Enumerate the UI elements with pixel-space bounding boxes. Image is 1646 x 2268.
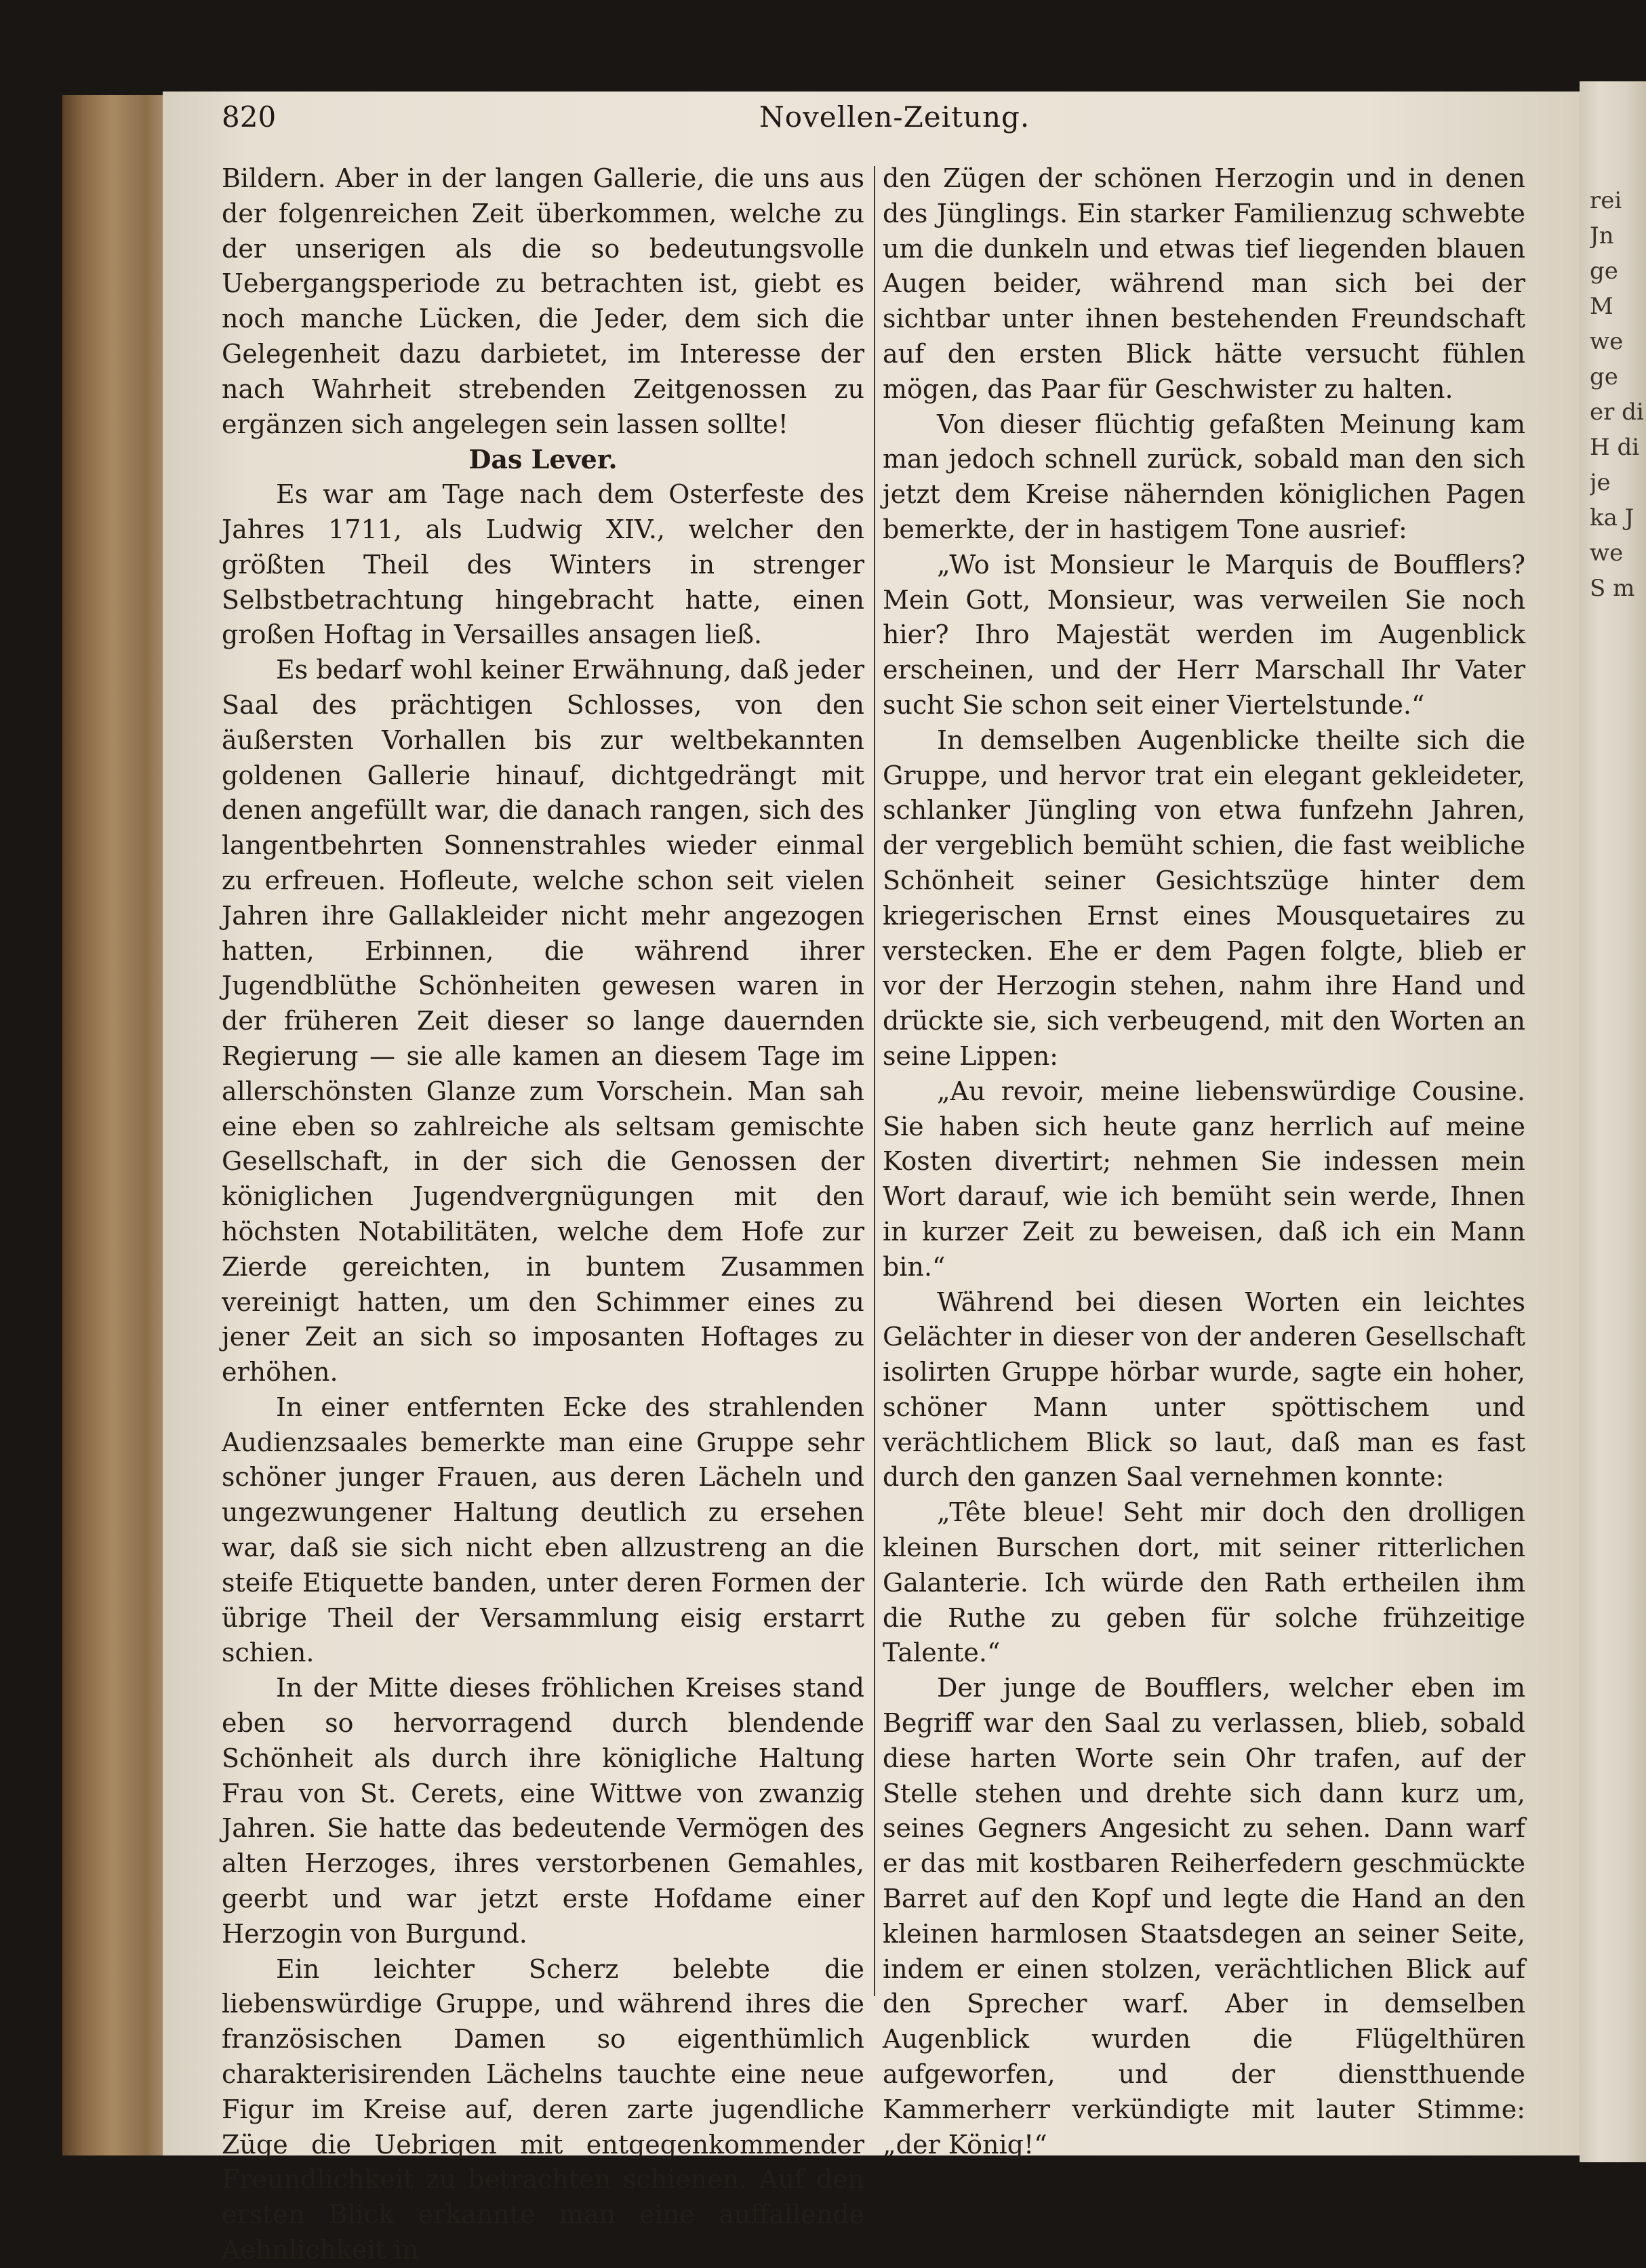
paragraph: „Tête bleue! Seht mir doch den drolligen kleinen Burschen dort, mit seiner ritterlichen Galanterie. Ich würde den Rath ertheilen ihm die Ruthe zu geben für solche frühzeitige Talente.“ (883, 1497, 1525, 1668)
paragraph: den Zügen der schönen Herzogin und in denen des Jünglings. Ein starker Familienzug schwebte um die dunkeln und etwas tief liegenden blauen Augen beider, während man sich bei der sichtbar unter ihnen bestehenden Freundschaft auf den ersten Blick hätte versucht fühlen mögen, das Paar für Geschwister zu halten. (883, 163, 1525, 404)
paragraph: Es war am Tage nach dem Osterfeste des Jahres 1711, als Ludwig XIV., welcher den größten Theil des Winters in strenger Selbstbetrachtung hingebracht hatte, einen großen Hoftag in Versailles ansagen ließ. (222, 479, 864, 650)
running-title: Novellen-Zeitung. (759, 100, 1030, 134)
paragraph: Es bedarf wohl keiner Erwähnung, daß jeder Saal des prächtigen Schlosses, von den äußersten Vorhallen bis zur weltbekannten goldenen Gallerie hinauf, dichtgedrängt mit denen angefüllt war, die danach rangen, sich des langentbehrten Sonnenstrahles wieder einmal zu erfreuen. Hofleute, welche schon seit vielen Jahren ihre Gallakleider nicht mehr angezogen hatten, Erbinnen, die während ihrer Jugendblüthe Schönheiten gewesen waren in der früheren Zeit dieser so lange dauernden Regierung — sie alle kamen an diesem Tage im allerschönsten Glanze zum Vorschein. Man sah eine eben so zahlreiche als seltsam gemischte Gesellschaft, in der sich die Genossen der königlichen Jugendvergnügungen mit den höchsten Notabilitäten, welche dem Hofe zur Zierde gereichten, in buntem Zusammen vereinigt hatten, um den Schimmer eines zu jener Zeit an sich so imposanten Hoftages zu erhöhen. (222, 655, 864, 1388)
paragraph: In der Mitte dieses fröhlichen Kreises stand eben so hervorragend durch blendende Schönheit als durch ihre königliche Haltung Frau von St. Cerets, eine Wittwe von zwanzig Jahren. Sie hatte das bedeutende Vermögen des alten Herzoges, ihres verstorbenen Gemahles, geerbt und war jetzt erste Hofdame einer Herzogin von Burgund. (222, 1673, 864, 1949)
paragraph: Von dieser flüchtig gefaßten Meinung kam man jedoch schnell zurück, sobald man den sich jetzt dem Kreise nähernden königlichen Pagen bemerkte, der in hastigem Tone ausrief: (883, 409, 1525, 544)
paragraph: „Wo ist Monsieur le Marquis de Boufflers? Mein Gott, Monsieur, was verweilen Sie noch hier? Ihro Majestät werden im Augenblick erscheinen, und der Herr Marschall Ihr Vater sucht Sie schon seit einer Viertelstunde.“ (883, 549, 1525, 720)
page-number: 820 (222, 100, 277, 134)
next-page-edge-text: rei Jn ge M we ge er di H di je ka J we S m (1590, 187, 1644, 602)
book-binding-edge (62, 95, 174, 2155)
left-column (222, 161, 864, 2268)
paragraph: In einer entfernten Ecke des strahlenden Audienzsaales bemerkte man eine Gruppe sehr schöner junger Frauen, aus deren Lächeln und ungezwungener Haltung deutlich zu ersehen war, daß sie sich nicht eben allzustreng an die steife Etiquette banden, unter deren Formen der übrige Theil der Versammlung eisig erstarrt schien. (222, 1392, 864, 1668)
paragraph: „Au revoir, meine liebenswürdige Cousine. Sie haben sich heute ganz herrlich auf meine Kosten divertirt; nehmen Sie indessen mein Wort darauf, wie ich bemüht sein werde, Ihnen in kurzer Zeit zu beweisen, daß ich ein Mann bin.“ (883, 1076, 1525, 1282)
paragraph: Während bei diesen Worten ein leichtes Gelächter in dieser von der anderen Gesellschaft isolirten Gruppe hörbar wurde, sagte ein hoher, schöner Mann unter spöttischem und verächtlichem Blick so laut, daß man es fast durch den ganzen Saal vernehmen konnte: (883, 1287, 1525, 1493)
column-divider (874, 166, 875, 1996)
paragraph: In demselben Augenblicke theilte sich die Gruppe, und hervor trat ein elegant gekleideter, schlanker Jüngling von etwa funfzehn Jahren, der vergeblich bemüht schien, die fast weibliche Schönheit seiner Gesichtszüge hinter dem kriegerischen Ernst eines Mousquetaires zu verstecken. Ehe er dem Pagen folgte, blieb er vor der Herzogin stehen, nahm ihre Hand und drückte sie, sich verbeugend, mit den Worten an seine Lippen: (883, 725, 1525, 1071)
paragraph: Bildern. Aber in der langen Gallerie, die uns aus der folgenreichen Zeit überkommen, welche zu der unserigen als die so bedeutungsvolle Uebergangsperiode zu betrachten ist, giebt es noch manche Lücken, die Jeder, dem sich die Gelegenheit dazu darbietet, im Interesse der nach Wahrheit strebenden Zeitgenossen zu ergänzen sich angelegen sein lassen sollte! (222, 163, 864, 439)
section-heading: Das Lever. (468, 444, 618, 475)
paragraph: Der junge de Boufflers, welcher eben im Begriff war den Saal zu verlassen, blieb, sobald diese harten Worte sein Ohr trafen, auf der Stelle stehen und drehte sich dann kurz um, seines Gegners Angesicht zu sehen. Dann warf er das mit kostbaren Reiherfedern geschmückte Barret auf den Kopf und legte die Hand an den kleinen harmlosen Staatsdegen an seiner Seite, indem er einen stolzen, verächtlichen Blick auf den Sprecher warf. Aber in demselben Augenblick wurden die Flügelthüren aufgeworfen, und der dienstthuende Kammerherr verkündigte mit lauter Stimme: „der König!“ (883, 1673, 1525, 2160)
paragraph: Ein leichter Scherz belebte die liebenswürdige Gruppe, und während ihres die französischen Damen so eigenthümlich charakterisirenden Lächelns tauchte eine neue Figur im Kreise auf, deren zarte jugendliche Züge die Uebrigen mit entgegenkommender Freundlichkeit zu betrachten schienen. Auf den ersten Blick erkannte man eine auffallende Aehnlichkeit in (222, 1953, 864, 2265)
right-column (883, 161, 1525, 2162)
